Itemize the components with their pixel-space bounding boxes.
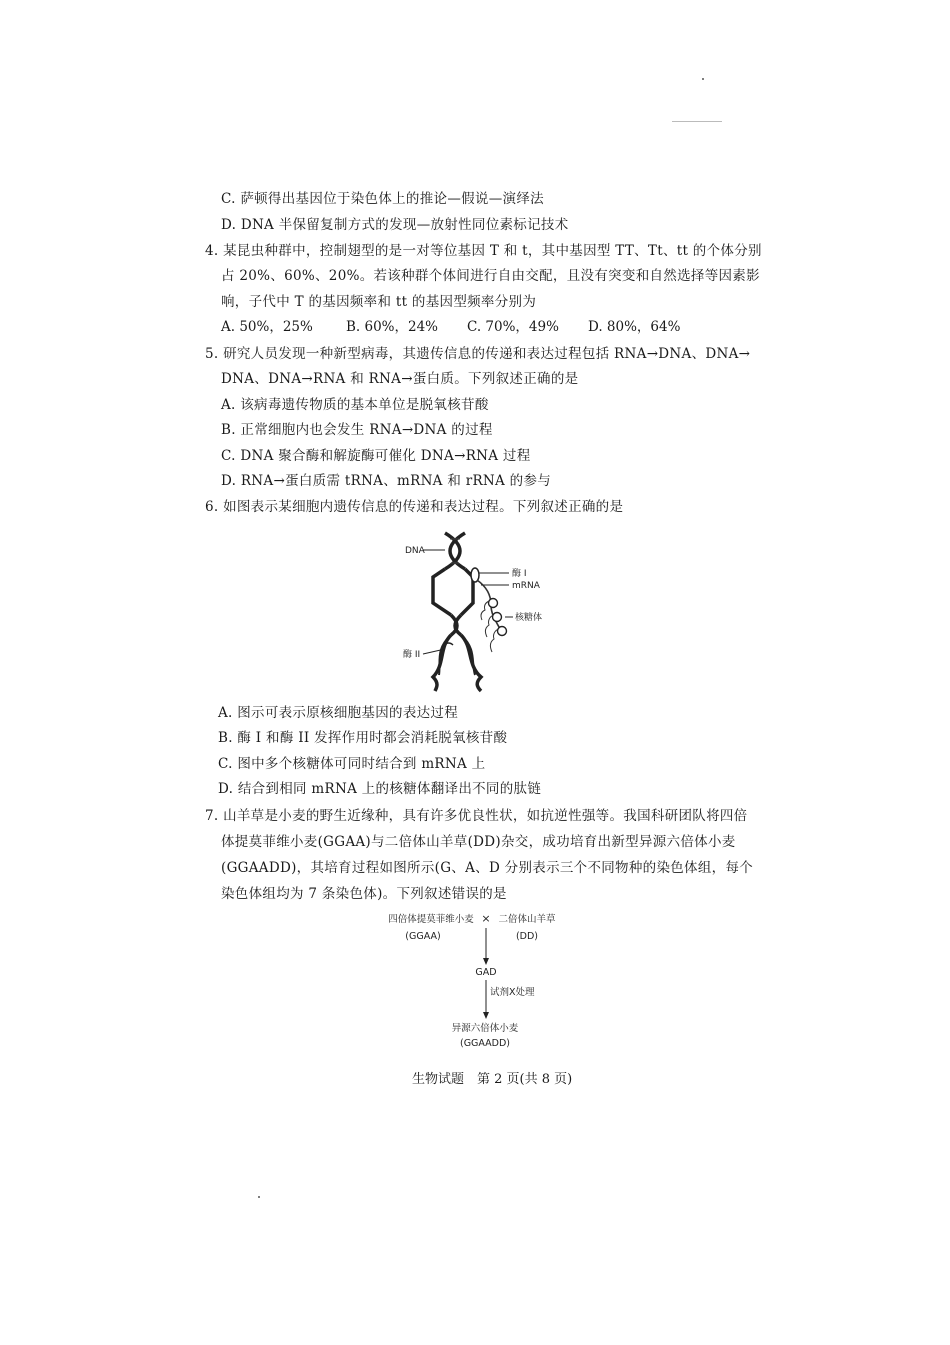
- q4-stem-line: 占 20%、60%、20%。若该种群个体间进行自由交配，且没有突变和自然选择等因素影: [221, 268, 760, 284]
- parent1-name: 四倍体提莫菲维小麦: [388, 914, 474, 925]
- q4-stem-line: 4. 某昆虫种群中，控制翅型的是一对等位基因 T 和 t，其中基因型 TT、Tt、tt 的个体分别: [205, 243, 762, 259]
- scan-speck: [258, 1196, 260, 1198]
- q6-stem: 6. 如图表示某细胞内遗传信息的传递和表达过程。下列叙述正确的是: [205, 499, 624, 515]
- label-ribosome: 核糖体: [515, 613, 543, 623]
- hybrid-genome: GAD: [475, 967, 497, 978]
- scan-smear: [672, 121, 722, 122]
- result-name: 异源六倍体小麦: [451, 1023, 519, 1034]
- q5-option-d: D. RNA→蛋白质需 tRNA、mRNA 和 rRNA 的参与: [221, 473, 552, 489]
- q6-transcription-translation-figure: [395, 525, 570, 695]
- q5-stem-line: 5. 研究人员发现一种新型病毒，其遗传信息的传递和表达过程包括 RNA→DNA、DNA→: [205, 346, 751, 362]
- scan-speck: [702, 78, 704, 80]
- treatment-label: 试剂X处理: [490, 987, 535, 998]
- q7-stem-line: 体提莫菲维小麦(GGAA)与二倍体山羊草(DD)杂交，成功培育出新型异源六倍体小麦: [221, 834, 736, 850]
- q5-option-b: B. 正常细胞内也会发生 RNA→DNA 的过程: [221, 422, 493, 438]
- label-dna: DNA: [405, 546, 425, 556]
- q5-stem-line: DNA、DNA→RNA 和 RNA→蛋白质。下列叙述正确的是: [221, 371, 579, 387]
- label-enzyme-2: 酶 II: [403, 650, 421, 660]
- q4-option-c: C. 70%，49%: [467, 319, 559, 335]
- q3-option-d: D. DNA 半保留复制方式的发现—放射性同位素标记技术: [221, 217, 569, 233]
- q6-option-d: D. 结合到相同 mRNA 上的核糖体翻译出不同的肽链: [218, 781, 542, 797]
- q7-breeding-flowchart: [375, 908, 575, 1053]
- q6-option-b: B. 酶 I 和酶 II 发挥作用时都会消耗脱氧核苷酸: [218, 730, 508, 746]
- q4-option-d: D. 80%，64%: [588, 319, 681, 335]
- q4-option-a: A. 50%，25%: [221, 319, 313, 335]
- q5-option-c: C. DNA 聚合酶和解旋酶可催化 DNA→RNA 过程: [221, 448, 531, 464]
- q6-option-a: A. 图示可表示原核细胞基因的表达过程: [218, 705, 459, 721]
- result-genome: (GGAADD): [459, 1038, 511, 1049]
- page-footer: 生物试题 第 2 页(共 8 页): [412, 1072, 573, 1087]
- q5-option-a: A. 该病毒遗传物质的基本单位是脱氧核苷酸: [221, 397, 489, 413]
- q7-stem-line: 7. 山羊草是小麦的野生近缘种，具有许多优良性状，如抗逆性强等。我国科研团队将四倍: [205, 808, 748, 824]
- label-enzyme-1: 酶 I: [512, 569, 527, 579]
- q4-option-b: B. 60%，24%: [346, 319, 439, 335]
- q6-option-c: C. 图中多个核糖体可同时结合到 mRNA 上: [218, 756, 486, 772]
- q7-stem-line: 染色体组均为 7 条染色体)。下列叙述错误的是: [221, 886, 507, 902]
- label-mrna: mRNA: [512, 581, 540, 591]
- cross-symbol: ×: [481, 912, 491, 925]
- q7-stem-line: (GGAADD)，其培育过程如图所示(G、A、D 分别表示三个不同物种的染色体组，每个: [221, 860, 754, 876]
- q4-stem-line: 响，子代中 T 的基因频率和 tt 的基因型频率分别为: [221, 294, 537, 310]
- parent1-genome: (GGAA): [405, 931, 441, 942]
- q3-option-c: C. 萨顿得出基因位于染色体上的推论—假说—演绎法: [221, 191, 544, 207]
- parent2-name: 二倍体山羊草: [498, 914, 556, 925]
- parent2-genome: (DD): [515, 931, 539, 942]
